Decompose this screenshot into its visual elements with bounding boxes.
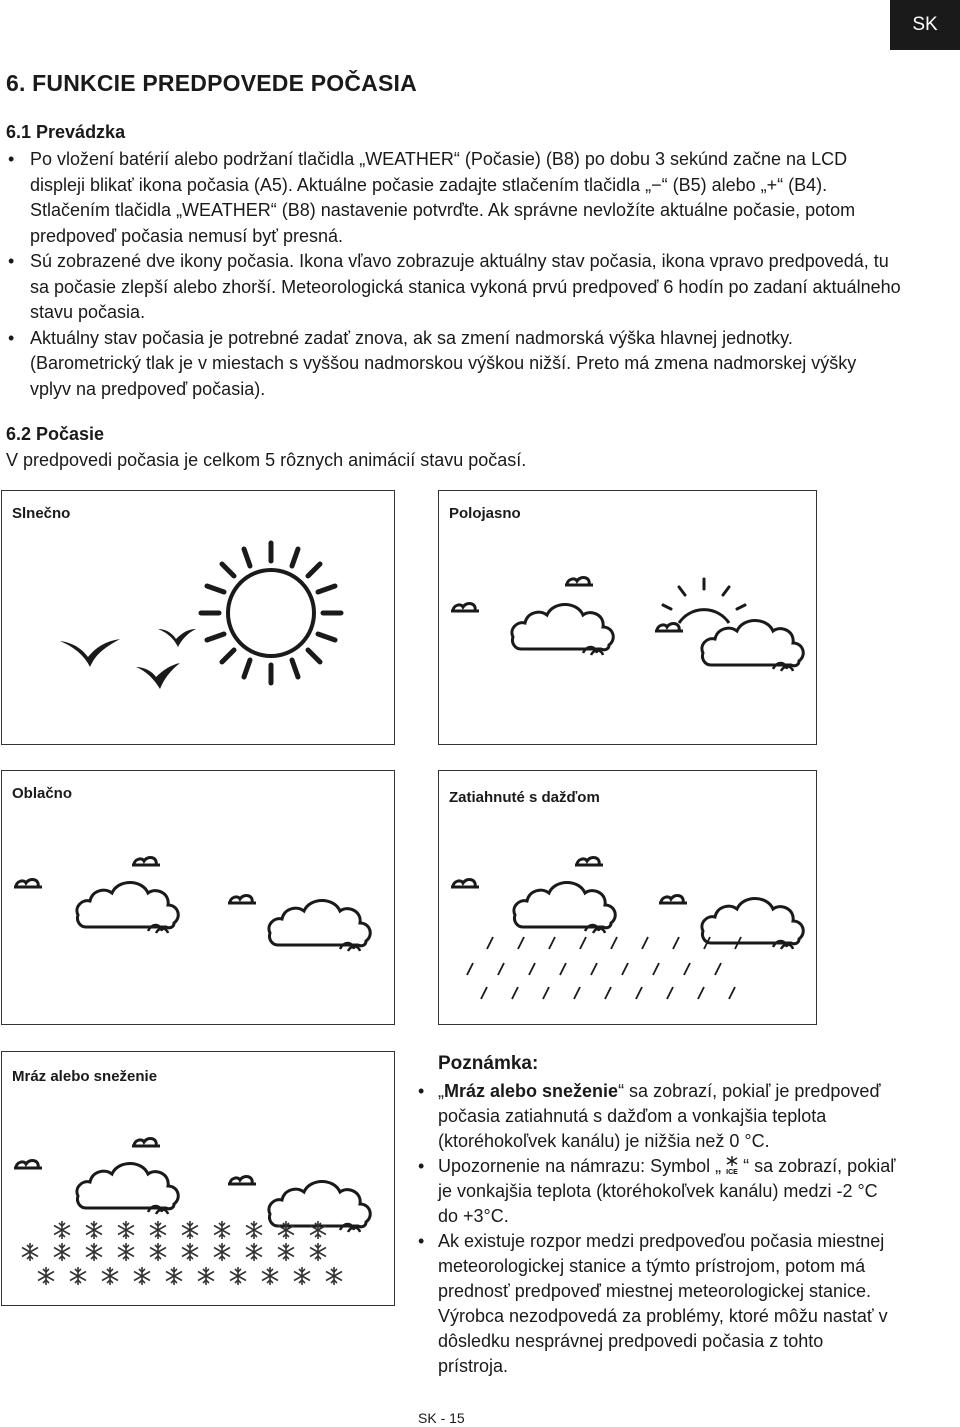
raindrop xyxy=(467,963,473,975)
raindrop xyxy=(605,987,611,999)
raindrop xyxy=(481,987,487,999)
raindrop xyxy=(622,963,628,975)
list-item: • Aktuálny stav počasia je potrebné zadať znova, ak sa zmení nadmorská výška hlavnej jednotky. (Barometrický tlak je v miestach s vyššou nadmorskou výškou nižší. Preto má zmena nadmorskej výšky vplyv na predpoveď počasia). xyxy=(6,326,901,403)
page-number: SK - 15 xyxy=(418,1410,465,1426)
snowflake xyxy=(118,1221,134,1239)
snowflake xyxy=(150,1221,166,1239)
snowflake xyxy=(38,1267,54,1285)
raindrop xyxy=(560,963,566,975)
panel-snow xyxy=(1,1051,395,1306)
raindrop xyxy=(653,963,659,975)
snowflake xyxy=(22,1243,38,1261)
panel-label: Polojasno xyxy=(449,505,521,522)
language-tab: SK xyxy=(890,0,960,50)
snowflake xyxy=(102,1267,118,1285)
raindrop xyxy=(498,963,504,975)
snowflake xyxy=(134,1267,150,1285)
panel-rain xyxy=(438,770,817,1025)
cloudy-icon xyxy=(2,771,396,1026)
snowflake xyxy=(310,1221,326,1239)
panel-label: Slnečno xyxy=(12,505,71,522)
snowflake xyxy=(118,1243,134,1261)
snowflake xyxy=(54,1221,70,1239)
panel-cloudy xyxy=(1,770,395,1025)
snowflake xyxy=(310,1243,326,1261)
list-item: • Po vložení batérií alebo podržaní tlačidla „WEATHER“ (Počasie) (B8) po dobu 3 sekúnd začne na LCD displeji blikať ikona počasia (A5). Aktuálne počasie zadajte stlačením tlačidla „−“ (B5) alebo „+“ (B4). Stlačením tlačidla „WEATHER“ (B8) nastavenie potvrďte. Ak správne nevložíte aktuálne počasie, potom predpoveď počasia nemusí byť presná. xyxy=(6,147,901,249)
raindrop xyxy=(715,963,721,975)
snowflake xyxy=(326,1267,342,1285)
svg-text:ICE: ICE xyxy=(726,1169,738,1175)
snow-icon xyxy=(2,1052,396,1307)
snowflake xyxy=(70,1267,86,1285)
raindrop xyxy=(543,987,549,999)
raindrop xyxy=(673,937,679,949)
raindrop xyxy=(529,963,535,975)
snowflake xyxy=(278,1243,294,1261)
note-emphasis: Mráz alebo sneženie xyxy=(444,1081,619,1101)
weather-intro: V predpovedi počasia je celkom 5 rôznych animácií stavu počasí. xyxy=(6,450,527,470)
snowflake xyxy=(150,1243,166,1261)
snowflake xyxy=(182,1221,198,1239)
raindrop xyxy=(512,987,518,999)
raindrop xyxy=(667,987,673,999)
panel-label: Oblačno xyxy=(12,785,73,802)
rain-icon xyxy=(439,771,818,1026)
list-item: • Ak existuje rozpor medzi predpoveďou počasia miestnej meteorologickej stanice a týmto prístrojom, potom má prednosť predpoveď miestnej meteorologickej stanice. Výrobca nezodpovedá za problémy, ktoré môžu nastať v dôsledku nesprávnej predpovedi počasia z tohto prístroja. xyxy=(416,1229,896,1379)
snowflake xyxy=(262,1267,278,1285)
snowflake xyxy=(166,1267,182,1285)
list-item: • „Mráz alebo sneženie“ sa zobrazí, pokiaľ je predpoveď počasia zatiahnutá s dažďom a vonkajšia teplota (ktoréhokoľvek kanálu) je nižšia než 0 °C. xyxy=(416,1079,896,1154)
raindrop xyxy=(636,987,642,999)
raindrop xyxy=(642,937,648,949)
raindrop xyxy=(684,963,690,975)
panel-label: Mráz alebo sneženie xyxy=(12,1068,158,1085)
list-item: • Upozornenie na námrazu: Symbol „ ICE “ sa zobrazí, pokiaľ je vonkajšia teplota (ktoréhokoľvek kanálu) medzi -2 °C do +3°C. xyxy=(416,1154,896,1229)
subsection-title-operation: 6.1 Prevádzka xyxy=(6,122,126,142)
partly-cloudy-icon xyxy=(439,491,818,746)
snowflake xyxy=(246,1221,262,1239)
section-title: 6. FUNKCIE PREDPOVEDE POČASIA xyxy=(6,70,417,96)
raindrop xyxy=(574,987,580,999)
panel-label: Zatiahnuté s dažďom xyxy=(449,789,600,806)
raindrop xyxy=(518,937,524,949)
snowflake xyxy=(54,1243,70,1261)
snowflake xyxy=(230,1267,246,1285)
snowflake xyxy=(246,1243,262,1261)
raindrop xyxy=(611,937,617,949)
snowflake xyxy=(278,1221,294,1239)
raindrop xyxy=(729,987,735,999)
snowflake xyxy=(182,1243,198,1261)
note-title: Poznámka: xyxy=(438,1053,539,1074)
snowflake xyxy=(86,1221,102,1239)
note-list xyxy=(416,1079,896,1379)
snowflake xyxy=(86,1243,102,1261)
list-item: • Sú zobrazené dve ikony počasia. Ikona vľavo zobrazuje aktuálny stav počasia, ikona vpravo predpovedá, tu sa počasie zlepší alebo zhorší. Meteorologická stanica vykoná prvú predpoveď 6 hodín po zadaní aktuálneho stavu počasia. xyxy=(6,249,901,326)
raindrop xyxy=(698,987,704,999)
ice-warning-icon xyxy=(721,1155,743,1175)
panel-sunny xyxy=(1,490,395,745)
raindrop xyxy=(591,963,597,975)
raindrop xyxy=(487,937,493,949)
panel-partly-cloudy xyxy=(438,490,817,745)
subsection-title-weather: 6.2 Počasie xyxy=(6,424,105,444)
snowflake xyxy=(198,1267,214,1285)
snowflake xyxy=(214,1243,230,1261)
note xyxy=(416,1053,896,1379)
snowflake xyxy=(294,1267,310,1285)
operation-bullets xyxy=(6,147,901,402)
sun-birds-icon xyxy=(2,491,396,746)
snowflake xyxy=(214,1221,230,1239)
raindrop xyxy=(580,937,586,949)
raindrop xyxy=(549,937,555,949)
